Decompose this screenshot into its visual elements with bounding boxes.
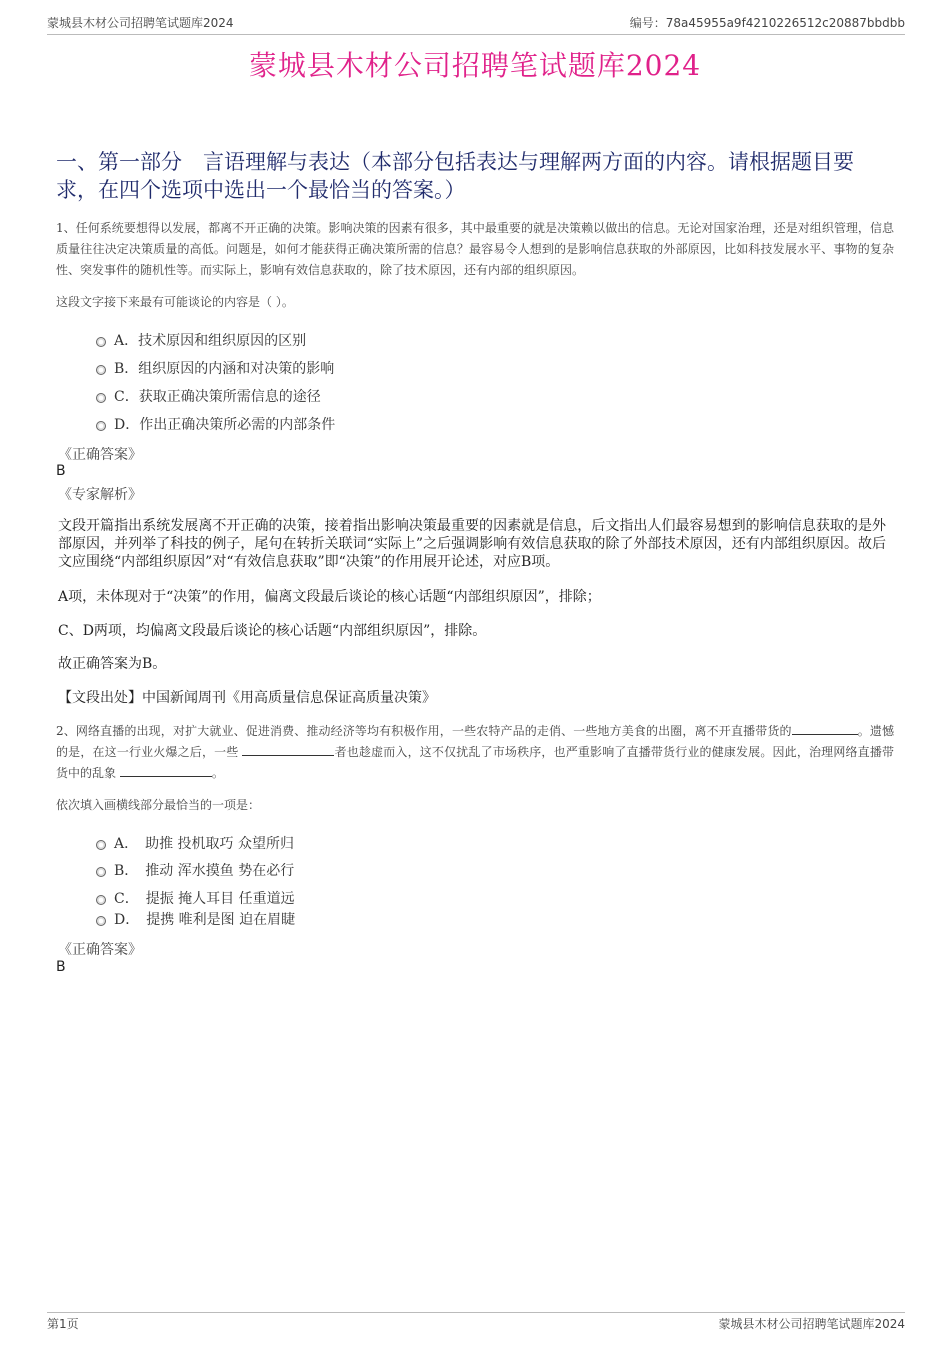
q1-source: 【文段出处】中国新闻周刊《用高质量信息保证高质量决策》 [58, 690, 436, 706]
q2-option-c[interactable] [96, 888, 295, 908]
q1-analysis-label: 《专家解析》 [58, 487, 142, 503]
page-footer [47, 1312, 905, 1332]
radio-icon[interactable] [96, 365, 106, 375]
header-doc-id: 编号：78a45955a9f4210226512c20887bbdbb [629, 16, 905, 30]
radio-icon[interactable] [96, 393, 106, 403]
q1-passage: 1、任何系统要想得以发展，都离不开正确的决策。影响决策的因素有很多，其中最重要的就是决策赖以做出的信息。无论对国家治理，还是对组织管理，信息质量往往决定决策质量的高低。问题是，如何才能获得正确决策所需的信息？最容易令人想到的是影响信息获取的外部原因，比如科技发展水平、事物的复杂性、突发事件的随机性等。而实际上，影响有效信息获取的，除了技术原因，还有内部的组织原因。 [56, 221, 894, 277]
option-label: D． 提携 唯利是图 迫在眉睫 [114, 912, 296, 928]
blank-3 [120, 764, 212, 777]
q2-prompt: 依次填入画横线部分最恰当的一项是： [56, 798, 261, 812]
q1-analysis-paragraph: 文段开篇指出系统发展离不开正确的决策，接着指出影响决策最重要的因素就是信息，后文指出人们最容易想到的影响信息获取的是外部原因，并列举了科技的例子，尾句在转折关联词“实际上”之后强调影响有效信息获取的除了外部技术原因，还有内部组织原因。故后文应围绕“内部组织原因”对“有效信息获取”即“决策”的作用展开论述，对应B项。 [58, 518, 886, 570]
section-heading: 一、第一部分 言语理解与表达（本部分包括表达与理解两方面的内容。请根据题目要求，在四个选项中选出一个最恰当的答案。） [56, 150, 854, 202]
radio-icon[interactable] [96, 337, 106, 347]
blank-1 [792, 722, 858, 735]
header-left: 蒙城县木材公司招聘笔试题库2024 [47, 16, 234, 30]
q2-option-a[interactable] [96, 833, 294, 853]
option-label: A．技术原因和组织原因的区别 [114, 333, 307, 349]
radio-icon[interactable] [96, 840, 106, 850]
q2-passage [56, 721, 894, 784]
option-label: C．获取正确决策所需信息的途径 [114, 389, 321, 405]
q1-option-c[interactable] [96, 386, 321, 406]
radio-icon[interactable] [96, 421, 106, 431]
q2-text-part1: 2、网络直播的出现，对扩大就业、促进消费、推动经济等均有积极作用，一些农特产品的走俏、一些地方美食的出圈，离不开直播带货的 [56, 724, 792, 738]
q1-analysis-option-a: A项，未体现对于“决策”的作用，偏离文段最后谈论的核心话题“内部组织原因”，排除； [58, 589, 601, 605]
blank-2 [242, 743, 334, 756]
q1-option-b[interactable] [96, 358, 334, 378]
q2-text-part2: 。遗憾的是，在这一行业火爆之后，一些 [56, 724, 894, 759]
q2-text-part4: 。 [211, 766, 224, 780]
option-label: D．作出正确决策所必需的内部条件 [114, 417, 336, 433]
q2-option-d[interactable] [96, 909, 295, 929]
page-number: 第1页 [47, 1317, 79, 1331]
option-label: B．组织原因的内涵和对决策的影响 [114, 361, 335, 377]
q2-answer: B [56, 959, 66, 975]
q1-option-a[interactable] [96, 330, 306, 350]
q1-answer: B [56, 463, 66, 479]
q2-text-part3: 者也趁虚而入，这不仅扰乱了市场秩序，也严重影响了直播带货行业的健康发展。因此，治理网络直播带货中的乱象 [56, 745, 894, 780]
footer-title: 蒙城县木材公司招聘笔试题库2024 [718, 1317, 905, 1331]
radio-icon[interactable] [96, 916, 106, 926]
q2-answer-label: 《正确答案》 [58, 942, 142, 958]
q2-option-b[interactable] [96, 860, 294, 880]
option-label: C． 提振 掩人耳目 任重道远 [114, 891, 295, 907]
q1-analysis-conclusion: 故正确答案为B。 [58, 656, 167, 672]
radio-icon[interactable] [96, 895, 106, 905]
q1-option-d[interactable] [96, 414, 335, 434]
radio-icon[interactable] [96, 867, 106, 877]
page-title: 蒙城县木材公司招聘笔试题库2024 [248, 49, 702, 82]
option-label: B． 推动 浑水摸鱼 势在必行 [114, 863, 295, 879]
page-header [47, 14, 905, 35]
option-label: A． 助推 投机取巧 众望所归 [114, 836, 295, 852]
q1-answer-label: 《正确答案》 [58, 447, 142, 463]
q1-analysis-option-cd: C、D两项，均偏离文段最后谈论的核心话题“内部组织原因”，排除。 [58, 623, 487, 639]
q1-prompt: 这段文字接下来最有可能谈论的内容是（ ）。 [56, 295, 294, 309]
